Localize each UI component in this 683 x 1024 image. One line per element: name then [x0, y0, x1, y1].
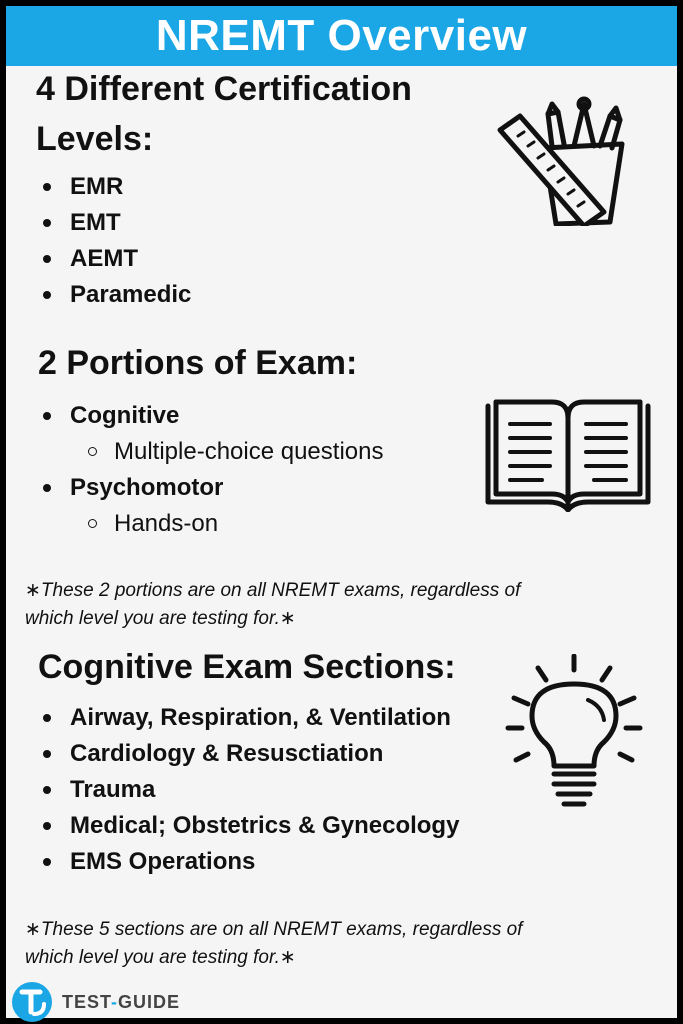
sections-note-line2: which level you are testing for.∗	[25, 947, 296, 968]
brand-part-guide: GUIDE	[118, 991, 181, 1012]
list-item: Psychomotor	[36, 470, 383, 506]
lightbulb-icon	[504, 654, 644, 810]
list-item: EMT	[36, 205, 191, 241]
sub-list-item: Hands-on	[36, 506, 383, 542]
footer-brand	[10, 980, 250, 1024]
list-item: Cardiology & Resusctiation	[36, 736, 459, 772]
list-item: Cognitive	[36, 398, 383, 434]
levels-title-line2: Levels:	[36, 120, 154, 158]
stationery-cup-icon	[492, 94, 632, 226]
list-item: Medical; Obstetrics & Gynecology	[36, 808, 459, 844]
portions-note-line1: ∗These 2 portions are on all NREMT exams, regardless of	[25, 580, 521, 601]
brand-part-test: TEST	[62, 991, 112, 1012]
list-item: AEMT	[36, 241, 191, 277]
sections-list	[36, 700, 459, 880]
sections-note-line1: ∗These 5 sections are on all NREMT exams, regardless of	[25, 919, 523, 940]
test-guide-logo-icon	[10, 980, 54, 1024]
portions-list	[36, 398, 383, 542]
sections-title: Cognitive Exam Sections:	[38, 648, 456, 686]
page-title: NREMT Overview	[155, 11, 528, 60]
open-book-icon	[482, 398, 654, 512]
levels-list	[36, 169, 191, 313]
brand-name	[62, 992, 180, 1013]
list-item: Airway, Respiration, & Ventilation	[36, 700, 459, 736]
portions-note-line2: which level you are testing for.∗	[25, 608, 296, 629]
infographic-card	[6, 6, 677, 1018]
levels-title-line1: 4 Different Certification	[36, 70, 412, 108]
list-item: Paramedic	[36, 277, 191, 313]
header-banner	[6, 6, 677, 66]
list-item: Trauma	[36, 772, 459, 808]
sub-list-item: Multiple-choice questions	[36, 434, 383, 470]
list-item: EMS Operations	[36, 844, 459, 880]
list-item: EMR	[36, 169, 191, 205]
portions-title: 2 Portions of Exam:	[38, 344, 358, 382]
brand-dash: -	[111, 991, 119, 1012]
